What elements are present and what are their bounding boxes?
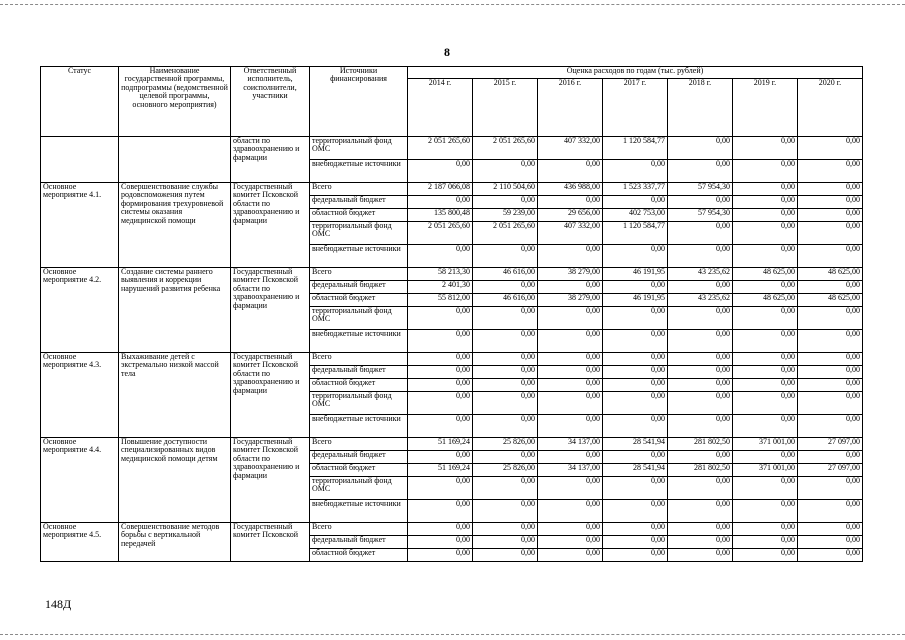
value-cell: 407 332,00 (538, 137, 603, 160)
value-cell: 1 120 584,77 (603, 222, 668, 245)
value-cell: 0,00 (408, 160, 473, 183)
value-cell: 43 235,62 (668, 268, 733, 281)
value-cell: 0,00 (668, 281, 733, 294)
value-cell: 0,00 (538, 245, 603, 268)
value-cell: 0,00 (603, 245, 668, 268)
value-cell: 0,00 (668, 196, 733, 209)
value-cell: 0,00 (408, 500, 473, 523)
value-cell: 281 802,50 (668, 438, 733, 451)
source-cell: федеральный бюджет (310, 536, 408, 549)
source-cell: внебюджетные источники (310, 245, 408, 268)
value-cell: 0,00 (473, 307, 538, 330)
value-cell: 0,00 (603, 500, 668, 523)
value-cell: 0,00 (668, 477, 733, 500)
value-cell: 0,00 (473, 523, 538, 536)
value-cell: 51 169,24 (408, 464, 473, 477)
value-cell: 0,00 (538, 536, 603, 549)
table-header (41, 67, 863, 137)
value-cell: 0,00 (603, 307, 668, 330)
value-cell: 436 988,00 (538, 183, 603, 196)
table-row (41, 183, 863, 196)
value-cell: 0,00 (733, 160, 798, 183)
value-cell: 0,00 (733, 281, 798, 294)
value-cell: 0,00 (408, 523, 473, 536)
value-cell: 0,00 (538, 415, 603, 438)
value-cell: 0,00 (473, 196, 538, 209)
value-cell: 0,00 (798, 415, 863, 438)
value-cell: 0,00 (473, 415, 538, 438)
value-cell: 0,00 (798, 209, 863, 222)
name-cell: Совершенствование службы родовспоможения путем формирования трехуровневой системы оказания медицинской помощи (119, 183, 231, 268)
header-year: 2016 г. (538, 79, 603, 137)
source-cell: внебюджетные источники (310, 415, 408, 438)
value-cell: 0,00 (473, 281, 538, 294)
status-cell: Основное мероприятие 4.5. (41, 523, 119, 562)
value-cell: 0,00 (798, 379, 863, 392)
value-cell: 0,00 (473, 477, 538, 500)
value-cell: 0,00 (798, 477, 863, 500)
status-cell: Основное мероприятие 4.2. (41, 268, 119, 353)
value-cell: 0,00 (798, 330, 863, 353)
value-cell: 2 051 265,60 (473, 222, 538, 245)
value-cell: 0,00 (408, 379, 473, 392)
value-cell: 0,00 (473, 353, 538, 366)
value-cell: 0,00 (668, 330, 733, 353)
source-cell: Всего (310, 268, 408, 281)
value-cell: 0,00 (473, 379, 538, 392)
value-cell: 0,00 (603, 353, 668, 366)
value-cell: 0,00 (733, 183, 798, 196)
value-cell: 0,00 (798, 500, 863, 523)
value-cell: 0,00 (603, 451, 668, 464)
value-cell: 48 625,00 (733, 268, 798, 281)
source-cell: территориальный фонд ОМС (310, 307, 408, 330)
value-cell: 0,00 (798, 523, 863, 536)
value-cell: 0,00 (733, 196, 798, 209)
value-cell: 0,00 (473, 330, 538, 353)
source-cell: территориальный фонд ОМС (310, 477, 408, 500)
source-cell: областной бюджет (310, 294, 408, 307)
value-cell: 0,00 (733, 137, 798, 160)
source-cell: Всего (310, 353, 408, 366)
header-estimate: Оценка расходов по годам (тыс. рублей) (408, 67, 863, 79)
value-cell: 1 523 337,77 (603, 183, 668, 196)
value-cell: 0,00 (733, 245, 798, 268)
executor-cell: Государственный комитет Псковской области по здравоохранению и фармации (231, 438, 310, 523)
value-cell: 25 826,00 (473, 438, 538, 451)
value-cell: 29 656,00 (538, 209, 603, 222)
value-cell: 0,00 (603, 549, 668, 562)
name-cell: Совершенствование методов борьбы с вертикальной передачей (119, 523, 231, 562)
value-cell: 0,00 (408, 307, 473, 330)
value-cell: 0,00 (603, 477, 668, 500)
value-cell: 0,00 (603, 379, 668, 392)
executor-cell: Государственный комитет Псковской области по здравоохранению и фармации (231, 353, 310, 438)
table-row (41, 523, 863, 536)
value-cell: 0,00 (798, 307, 863, 330)
value-cell: 407 332,00 (538, 222, 603, 245)
value-cell: 0,00 (668, 245, 733, 268)
value-cell: 0,00 (733, 209, 798, 222)
header-year: 2015 г. (473, 79, 538, 137)
value-cell: 2 187 066,08 (408, 183, 473, 196)
source-cell: внебюджетные источники (310, 330, 408, 353)
value-cell: 0,00 (798, 451, 863, 464)
header-year: 2014 г. (408, 79, 473, 137)
value-cell: 48 625,00 (733, 294, 798, 307)
source-cell: территориальный фонд ОМС (310, 222, 408, 245)
executor-cell: Государственный комитет Псковской (231, 523, 310, 562)
value-cell: 0,00 (798, 281, 863, 294)
header-year: 2019 г. (733, 79, 798, 137)
header-year: 2020 г. (798, 79, 863, 137)
value-cell: 0,00 (603, 160, 668, 183)
value-cell: 0,00 (603, 536, 668, 549)
value-cell: 0,00 (538, 366, 603, 379)
value-cell: 0,00 (668, 137, 733, 160)
value-cell: 0,00 (668, 500, 733, 523)
source-cell: территориальный фонд ОМС (310, 137, 408, 160)
value-cell: 57 954,30 (668, 209, 733, 222)
value-cell: 0,00 (473, 536, 538, 549)
value-cell: 51 169,24 (408, 438, 473, 451)
value-cell: 0,00 (798, 245, 863, 268)
source-cell: Всего (310, 183, 408, 196)
value-cell: 0,00 (603, 196, 668, 209)
value-cell: 0,00 (668, 415, 733, 438)
value-cell: 2 051 265,60 (408, 222, 473, 245)
page-number: 8 (444, 45, 450, 59)
status-cell: Основное мероприятие 4.4. (41, 438, 119, 523)
value-cell: 0,00 (733, 536, 798, 549)
value-cell: 0,00 (668, 549, 733, 562)
header-name: Наименование государственной программы, подпрограммы (ведомственной целевой программы, основного мероприятия) (119, 67, 231, 137)
value-cell: 0,00 (538, 523, 603, 536)
value-cell: 0,00 (603, 392, 668, 415)
value-cell: 0,00 (473, 392, 538, 415)
status-cell: Основное мероприятие 4.1. (41, 183, 119, 268)
executor-cell: области по здравоохранению и фармации (231, 137, 310, 183)
value-cell: 0,00 (408, 330, 473, 353)
value-cell: 0,00 (733, 523, 798, 536)
value-cell: 0,00 (408, 392, 473, 415)
value-cell: 55 812,00 (408, 294, 473, 307)
table-row (41, 137, 863, 160)
value-cell: 0,00 (603, 366, 668, 379)
value-cell: 2 051 265,60 (473, 137, 538, 160)
status-cell (41, 137, 119, 183)
expenditure-table (40, 66, 863, 562)
value-cell: 0,00 (798, 222, 863, 245)
value-cell: 0,00 (798, 137, 863, 160)
value-cell: 0,00 (473, 160, 538, 183)
value-cell: 0,00 (538, 392, 603, 415)
table-body (41, 137, 863, 562)
value-cell: 0,00 (603, 415, 668, 438)
value-cell: 0,00 (408, 549, 473, 562)
value-cell: 0,00 (798, 353, 863, 366)
value-cell: 0,00 (668, 222, 733, 245)
value-cell: 28 541,94 (603, 438, 668, 451)
value-cell: 0,00 (538, 379, 603, 392)
value-cell: 371 001,00 (733, 464, 798, 477)
value-cell: 0,00 (798, 549, 863, 562)
value-cell: 0,00 (798, 183, 863, 196)
value-cell: 48 625,00 (798, 268, 863, 281)
value-cell: 46 191,95 (603, 268, 668, 281)
value-cell: 43 235,62 (668, 294, 733, 307)
value-cell: 402 753,00 (603, 209, 668, 222)
source-cell: внебюджетные источники (310, 500, 408, 523)
scan-edge-bottom (0, 634, 905, 635)
value-cell: 0,00 (603, 330, 668, 353)
value-cell: 0,00 (538, 196, 603, 209)
value-cell: 0,00 (408, 353, 473, 366)
scan-edge-top (0, 4, 905, 5)
value-cell: 0,00 (538, 477, 603, 500)
value-cell: 0,00 (798, 366, 863, 379)
value-cell: 281 802,50 (668, 464, 733, 477)
value-cell: 58 213,30 (408, 268, 473, 281)
value-cell: 0,00 (733, 477, 798, 500)
value-cell: 0,00 (668, 379, 733, 392)
value-cell: 0,00 (668, 307, 733, 330)
value-cell: 0,00 (668, 536, 733, 549)
value-cell: 0,00 (408, 245, 473, 268)
value-cell: 27 097,00 (798, 438, 863, 451)
value-cell: 0,00 (798, 160, 863, 183)
value-cell: 0,00 (408, 366, 473, 379)
value-cell: 0,00 (733, 353, 798, 366)
name-cell (119, 137, 231, 183)
value-cell: 34 137,00 (538, 464, 603, 477)
value-cell: 0,00 (733, 392, 798, 415)
value-cell: 0,00 (538, 451, 603, 464)
value-cell: 0,00 (408, 536, 473, 549)
value-cell: 34 137,00 (538, 438, 603, 451)
header-executor: Ответственный исполнитель, соисполнители, участники (231, 67, 310, 137)
value-cell: 2 051 265,60 (408, 137, 473, 160)
value-cell: 57 954,30 (668, 183, 733, 196)
name-cell: Повышение доступности специализированных видов медицинской помощи детям (119, 438, 231, 523)
value-cell: 2 110 504,60 (473, 183, 538, 196)
value-cell: 0,00 (733, 379, 798, 392)
value-cell: 0,00 (668, 392, 733, 415)
value-cell: 48 625,00 (798, 294, 863, 307)
value-cell: 0,00 (733, 415, 798, 438)
value-cell: 28 541,94 (603, 464, 668, 477)
value-cell: 0,00 (408, 451, 473, 464)
value-cell: 0,00 (733, 366, 798, 379)
value-cell: 0,00 (538, 281, 603, 294)
value-cell: 38 279,00 (538, 294, 603, 307)
value-cell: 0,00 (733, 451, 798, 464)
name-cell: Создание системы раннего выявления и коррекции нарушений развития ребенка (119, 268, 231, 353)
header-year: 2017 г. (603, 79, 668, 137)
value-cell: 0,00 (668, 366, 733, 379)
value-cell: 0,00 (733, 222, 798, 245)
source-cell: федеральный бюджет (310, 196, 408, 209)
value-cell: 0,00 (733, 549, 798, 562)
source-cell: областной бюджет (310, 464, 408, 477)
value-cell: 0,00 (668, 160, 733, 183)
value-cell: 0,00 (408, 196, 473, 209)
value-cell: 0,00 (538, 160, 603, 183)
source-cell: федеральный бюджет (310, 451, 408, 464)
value-cell: 38 279,00 (538, 268, 603, 281)
value-cell: 0,00 (603, 523, 668, 536)
header-year: 2018 г. (668, 79, 733, 137)
status-cell: Основное мероприятие 4.3. (41, 353, 119, 438)
value-cell: 0,00 (603, 281, 668, 294)
source-cell: федеральный бюджет (310, 281, 408, 294)
source-cell: областной бюджет (310, 379, 408, 392)
value-cell: 0,00 (733, 307, 798, 330)
table-row (41, 438, 863, 451)
value-cell: 0,00 (798, 196, 863, 209)
footer-code: 148Д (45, 597, 72, 611)
source-cell: Всего (310, 523, 408, 536)
name-cell: Выхаживание детей с экстремально низкой массой тела (119, 353, 231, 438)
value-cell: 25 826,00 (473, 464, 538, 477)
value-cell: 46 191,95 (603, 294, 668, 307)
value-cell: 0,00 (668, 451, 733, 464)
value-cell: 0,00 (473, 245, 538, 268)
value-cell: 46 616,00 (473, 294, 538, 307)
source-cell: областной бюджет (310, 549, 408, 562)
value-cell: 0,00 (733, 500, 798, 523)
table-row (41, 353, 863, 366)
value-cell: 0,00 (408, 477, 473, 500)
table-row (41, 268, 863, 281)
value-cell: 0,00 (798, 536, 863, 549)
value-cell: 59 239,00 (473, 209, 538, 222)
header-status: Статус (41, 67, 119, 137)
executor-cell: Государственный комитет Псковской области по здравоохранению и фармации (231, 268, 310, 353)
value-cell: 0,00 (538, 549, 603, 562)
source-cell: федеральный бюджет (310, 366, 408, 379)
value-cell: 0,00 (538, 500, 603, 523)
value-cell: 0,00 (733, 330, 798, 353)
source-cell: территориальный фонд ОМС (310, 392, 408, 415)
value-cell: 0,00 (473, 451, 538, 464)
value-cell: 135 800,48 (408, 209, 473, 222)
value-cell: 0,00 (408, 415, 473, 438)
value-cell: 0,00 (473, 549, 538, 562)
value-cell: 0,00 (538, 307, 603, 330)
value-cell: 371 001,00 (733, 438, 798, 451)
value-cell: 1 120 584,77 (603, 137, 668, 160)
value-cell: 0,00 (538, 353, 603, 366)
value-cell: 0,00 (668, 523, 733, 536)
value-cell: 2 401,30 (408, 281, 473, 294)
source-cell: внебюджетные источники (310, 160, 408, 183)
executor-cell: Государственный комитет Псковской области по здравоохранению и фармации (231, 183, 310, 268)
source-cell: Всего (310, 438, 408, 451)
value-cell: 0,00 (473, 366, 538, 379)
value-cell: 27 097,00 (798, 464, 863, 477)
value-cell: 0,00 (798, 392, 863, 415)
value-cell: 0,00 (538, 330, 603, 353)
value-cell: 0,00 (473, 500, 538, 523)
value-cell: 0,00 (668, 353, 733, 366)
header-sources: Источники финансирования (310, 67, 408, 137)
source-cell: областной бюджет (310, 209, 408, 222)
value-cell: 46 616,00 (473, 268, 538, 281)
